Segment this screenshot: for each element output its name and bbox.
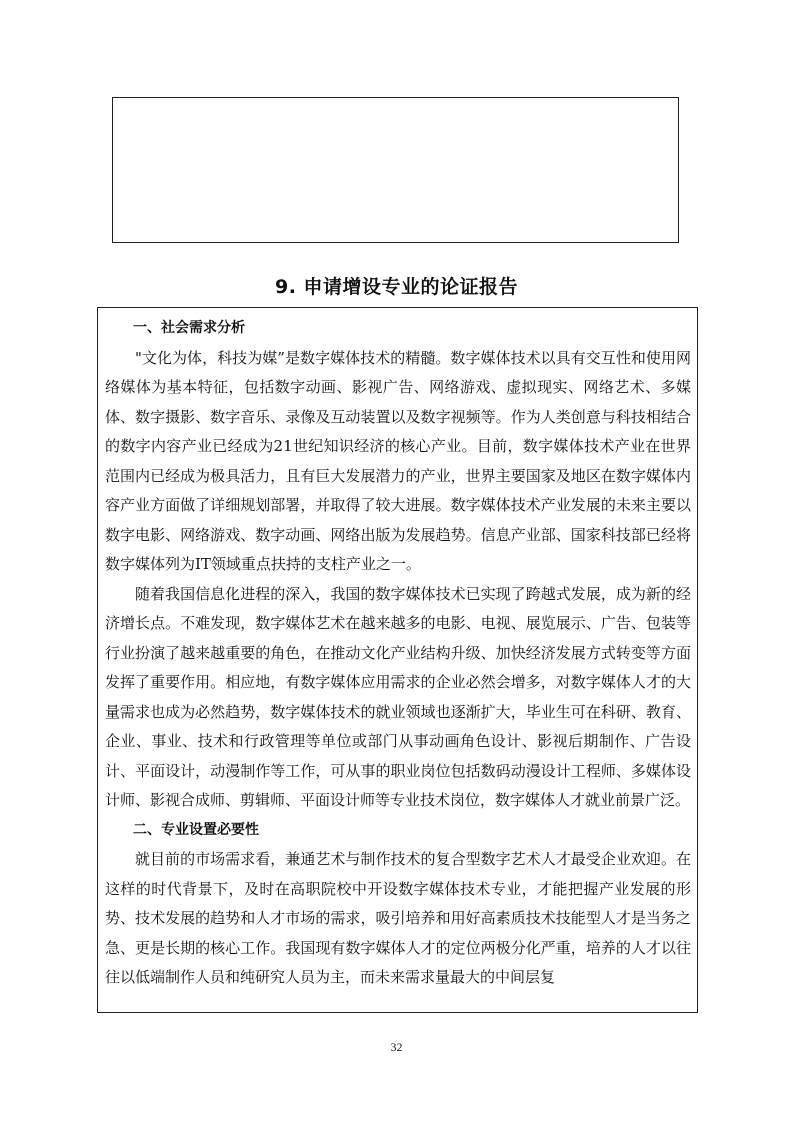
report-box [97,307,698,1013]
paragraph: "文化为体，科技为媒”是数字媒体技术的精髓。数字媒体技术以具有交互性和使用网络媒体为基本特征，包括数字动画、影视广告、网络游戏、虚拟现实、网络艺术、多媒体、数字摄影、数字音乐、录像及互动装置以及数字视频等。作为人类创意与科技相结合的数字内容产业已经成为21世纪知识经济的核心产业。目前，数字媒体技术产业在世界范围内已经成为极具活力，且有巨大发展潜力的产业，世界主要国家及地区在数字媒体内容产业方面做了详细规划部署，并取得了较大进展。数字媒体技术产业发展的未来主要以数字电影、网络游戏、数字动画、网络出版为发展趋势。信息产业部、国家科技部已经将数字媒体列为IT领域重点扶持的支柱产业之一。 [105,348,691,573]
report-content [98,308,697,993]
paragraph: 就目前的市场需求看，兼通艺术与制作技术的复合型数字艺术人才最受企业欢迎。在这样的时代背景下，及时在高职院校中开设数字媒体技术专业，才能把握产业发展的形势、技术发展的趋势和人才市场的需求，吸引培养和用好高素质技术技能型人才是当务之急、更是长期的核心工作。我国现有数字媒体人才的定位两极分化严重，培养的人才以往往以低端制作人员和纯研究人员为主，而未来需求量最大的中间层复 [105,850,691,986]
section-heading-necessity: 二、专业设置必要性 [133,821,259,838]
previous-section-box [112,97,679,243]
paragraph: 随着我国信息化进程的深入，我国的数字媒体技术已实现了跨越式发展，成为新的经济增长点。不难发现，数字媒体艺术在越来越多的电影、电视、展览展示、广告、包装等行业扮演了越来越重要的角色，在推动文化产业结构升级、加快经济发展方式转变等方面发挥了重要作用。相应地，有数字媒体应用需求的企业必然会增多，对数字媒体人才的大量需求也成为必然趋势，数字媒体技术的就业领域也逐渐扩大，毕业生可在科研、教育、企业、事业、技术和行政管理等单位或部门从事动画角色设计、影视后期制作、广告设计、平面设计，动漫制作等工作，可从事的职业岗位包括数码动漫设计工程师、多媒体设计师、影视合成师、剪辑师、平面设计师等专业技术岗位，数字媒体人才就业前景广泛。 [105,584,691,809]
section-title: 9. 申请增设专业的论证报告 [274,276,519,298]
page-number: 32 [390,1040,403,1054]
section-heading-social-demand: 一、社会需求分析 [133,320,245,336]
